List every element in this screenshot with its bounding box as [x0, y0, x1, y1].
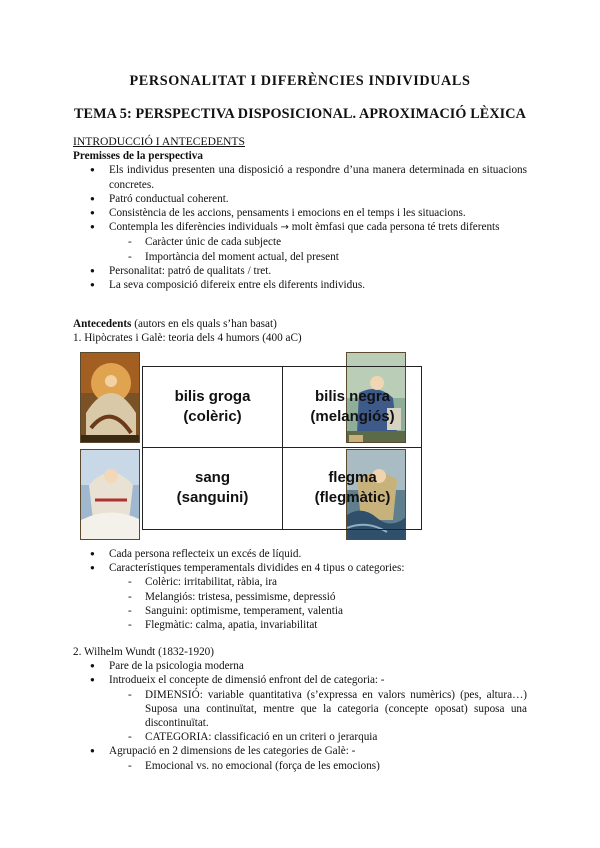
humors-figure: [80, 352, 520, 532]
sub-list-item: - Flegmàtic: calma, apatia, invariabilitat: [73, 618, 527, 632]
wundt-list: [73, 659, 527, 773]
antecedents-heading-bold: Antecedents: [73, 318, 132, 330]
list-item: ● Pare de la psicologia moderna: [73, 659, 527, 673]
antecedent-item-2: 2. Wilhelm Wundt (1832-1920): [73, 646, 215, 658]
list-item-text: Contempla les diferències individuals: [109, 221, 278, 234]
humor-name: bilis negra: [314, 388, 391, 405]
antecedents-section: [73, 317, 527, 345]
antecedents-heading-rest: (autors en els quals s’han basat): [131, 318, 277, 330]
sub-list-item: - DIMENSIÓ: variable quantitativa (s’expressa en valors numèrics) (pes, altura…) Suposa una continuïtat, mentre que la categoria (concepte oposat) suposa una discontinuïtat.: [73, 688, 527, 731]
temperament-name: (sanguini): [176, 489, 249, 506]
list-item: ● Els individus presenten una disposició a respondre d’una manera determinada en situacions concretes.: [73, 163, 527, 191]
humors-notes: [73, 547, 527, 632]
humor-cell-sanguine: [143, 448, 282, 528]
topic-title: TEMA 5: PERSPECTIVA DISPOSICIONAL. APROXIMACIÓ LÈXICA: [73, 106, 526, 122]
list-item: ● Cada persona reflecteix un excés de líquid.: [73, 547, 527, 561]
list-item: ● Característiques temperamentals dividides en 4 tipus o categories:: [73, 561, 527, 575]
arrow-right-icon: →: [280, 222, 289, 234]
intro-section: [73, 135, 527, 292]
humor-name: flegma: [328, 469, 377, 486]
list-item: ● Agrupació en 2 dimensions de les categories de Galè: -: [73, 744, 527, 758]
sanguine-painting-image: [80, 449, 140, 540]
humor-cell-melancholic: [283, 367, 422, 447]
humor-name: bilis groga: [174, 388, 251, 405]
list-item: [73, 220, 527, 235]
list-item: ● Personalitat: patró de qualitats / tret.: [73, 264, 527, 278]
sub-list-item: - Emocional vs. no emocional (força de les emocions): [73, 759, 527, 773]
antecedents-heading: [73, 317, 527, 331]
sub-list-item: - Melangiós: tristesa, pessimisme, depressió: [73, 590, 527, 604]
premises-list: [73, 163, 527, 292]
document-title: PERSONALITAT I DIFERÈNCIES INDIVIDUALS: [129, 73, 471, 89]
antecedent-item-1: 1. Hipòcrates i Galè: teoria dels 4 humors (400 aC): [73, 332, 302, 345]
list-item-text: molt èmfasi que cada persona té trets diferents: [291, 221, 500, 234]
sub-list-item: - Importància del moment actual, del present: [73, 250, 527, 264]
list-item: ● Patró conductual coherent.: [73, 192, 527, 206]
sub-list-item: - CATEGORIA: classificació en un criteri o jerarquia: [73, 730, 527, 744]
premises-heading: Premisses de la perspectiva: [73, 150, 203, 163]
temperament-name: (melangiós): [310, 408, 395, 425]
sub-list-item: - Colèric: irritabilitat, ràbia, ira: [73, 575, 527, 589]
wundt-section: [73, 645, 527, 773]
section-heading-intro: INTRODUCCIÓ I ANTECEDENTS: [73, 135, 245, 148]
sub-list-item: - Sanguini: optimisme, temperament, valentia: [73, 604, 527, 618]
humors-list: [73, 547, 527, 632]
humors-table: [142, 366, 422, 530]
choleric-painting-image: [80, 352, 140, 443]
sub-list-item: - Caràcter únic de cada subjecte: [73, 235, 527, 249]
list-item: ● Consistència de les accions, pensaments i emocions en el temps i les situacions.: [73, 206, 527, 220]
humor-cell-phlegmatic: [283, 448, 422, 528]
list-item: ● Introdueix el concepte de dimensió enfront del de categoria: -: [73, 673, 527, 687]
humor-name: sang: [194, 469, 230, 486]
temperament-name: (flegmàtic): [314, 489, 391, 506]
humor-cell-choleric: [143, 367, 282, 447]
temperament-name: (colèric): [183, 408, 242, 425]
list-item: ● La seva composició difereix entre els diferents individus.: [73, 278, 527, 292]
